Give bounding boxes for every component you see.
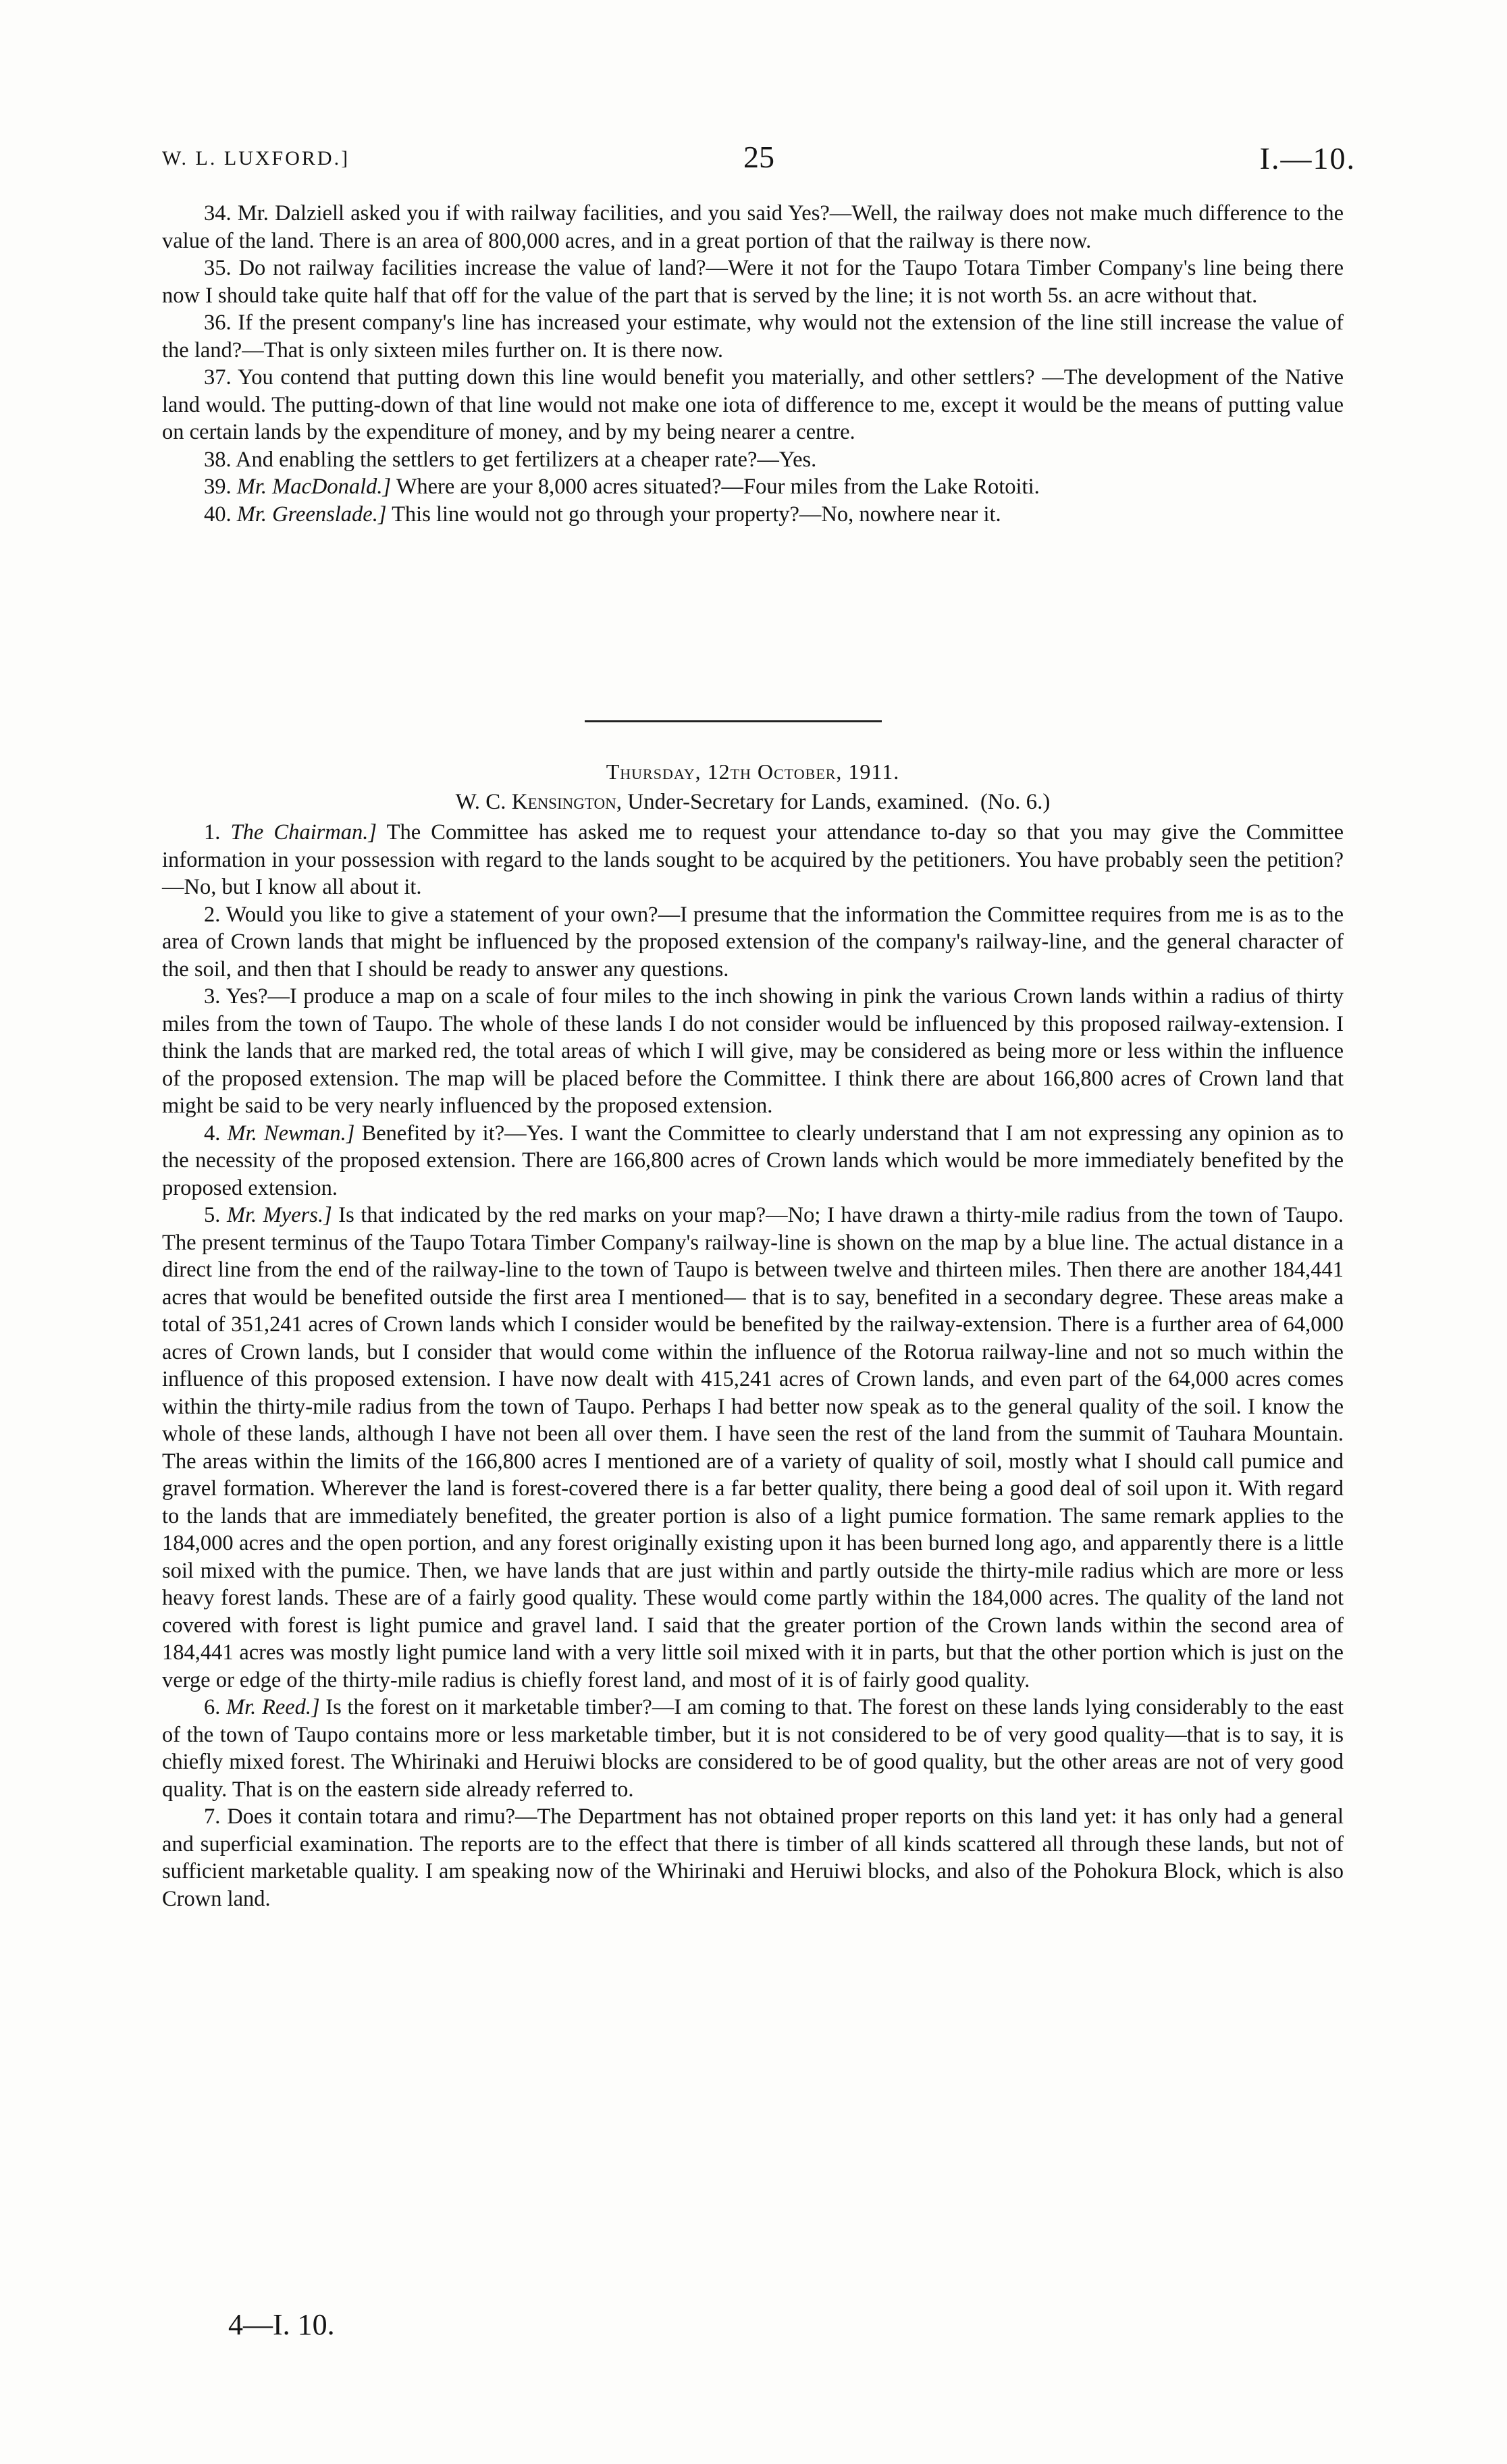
question-number: 5. bbox=[204, 1203, 221, 1227]
question-paragraph bbox=[162, 1694, 1344, 1803]
speaker-label: Mr. Myers.] bbox=[226, 1203, 332, 1227]
question-paragraph bbox=[162, 309, 1344, 364]
question-paragraph bbox=[162, 1803, 1344, 1912]
testimony-section-kensington bbox=[162, 819, 1344, 1912]
question-paragraph bbox=[162, 255, 1344, 309]
question-number: 7. bbox=[204, 1804, 221, 1829]
page-number: 25 bbox=[743, 140, 774, 174]
section-divider bbox=[585, 720, 882, 722]
question-paragraph bbox=[162, 901, 1344, 984]
question-text: The Committee has asked me to request your attendance to-day so that you may give the Committee information in your possession with regard to the lands sought to be acquired by the petitioners. You have probably seen the petition?—No, but I know all about it. bbox=[162, 820, 1344, 899]
question-number: 1. bbox=[204, 820, 221, 845]
paper-reference: I.—10. bbox=[1259, 141, 1356, 176]
question-number: 35. bbox=[204, 256, 232, 280]
witness-header: W. L. LUXFORD.] bbox=[162, 147, 350, 169]
question-number: 2. bbox=[204, 902, 221, 927]
question-number: 37. bbox=[204, 365, 232, 390]
question-paragraph bbox=[162, 200, 1344, 255]
question-text: You contend that putting down this line would benefit you materially, and other settlers? —The development of the Native land would. The putting-down of that line would not make one iota of difference to me, except it would be the means of putting value on certain lands by the expenditure of money, and by my being nearer a centre. bbox=[162, 365, 1344, 444]
question-text: Benefited by it?—Yes. I want the Committee to clearly understand that I am not expressing any opinion as to the necessity of the proposed extension. There are 166,800 acres of Crown lands which would be more immediately benefited by the proposed extension. bbox=[162, 1121, 1344, 1200]
question-paragraph bbox=[162, 819, 1344, 901]
question-text: Where are your 8,000 acres situated?—Four miles from the Lake Rotoiti. bbox=[396, 475, 1040, 499]
question-paragraph bbox=[162, 364, 1344, 446]
question-text: Do not railway facilities increase the value of land?—Were it not for the Taupo Totara Timber Company's line being there now I should take quite half that off for the value of the part that is served by the line; it is not worth 5s. an acre without that. bbox=[162, 256, 1344, 308]
question-number: 38. bbox=[204, 447, 232, 472]
question-paragraph bbox=[162, 473, 1344, 501]
question-text: Is that indicated by the red marks on your map?—No; I have drawn a thirty-mile radius from the town of Taupo. The present terminus of the Taupo Totara Timber Company's railway-line is shown on the map by a blue line. The actual distance in a direct line from the end of the railway-line to the town of Taupo is between twelve and thirteen miles. Then there are another 184,441 acres that would be benefited outside the first area I mentioned— that is to say, benefited in a secondary degree. These areas make a total of 351,241 acres of Crown lands which I consider would be benefited by the railway-extension. There is a further area of 64,000 acres of Crown lands, but I consider that would come within the influence of the Rotorua railway-line and not so much within the influence of this proposed extension. I have now dealt with 415,241 acres of Crown lands, and even part of the 64,000 acres comes within the thirty-mile radius from the town of Taupo. Perhaps I had better now speak as to the general quality of the soil. I know the whole of these lands, although I have not been all over them. I have seen the rest of the land from the summit of Tauhara Mountain. The areas within the limits of the 166,800 acres I mentioned are of a variety of quality of soil, mostly what I should call pumice and gravel formation. Wherever the land is forest-covered there is a far better quality, there being a good deal of soil upon it. With regard to the lands that are immediately benefited, the greater portion is also of a light pumice formation. The same remark applies to the 184,000 acres and the open portion, and any forest originally existing upon it has been burned long ago, and apparently there is a little soil mixed with the pumice. Then, we have lands that are just within and partly outside the thirty-mile radius which are more or less heavy forest lands. These are of a fairly good quality. These would come partly within the 184,000 acres. The quality of the land not covered with forest is light pumice and gravel land. I said that the greater portion of the Crown lands within the second area of 184,441 acres was mostly light pumice land with a very little soil mixed with it in parts, but that the other portion which is just on the verge or edge of the thirty-mile radius is chiefly forest land, and most of it is of fairly good quality. bbox=[162, 1203, 1344, 1692]
question-text: This line would not go through your property?—No, nowhere near it. bbox=[392, 502, 1001, 527]
page-header bbox=[162, 140, 1356, 184]
signature-mark: 4—I. 10. bbox=[228, 2308, 335, 2341]
question-number: 40. bbox=[204, 502, 232, 527]
question-text: If the present company's line has increased your estimate, why would not the extension of the line still increase the value of the land?—That is only sixteen miles further on. It is there now. bbox=[162, 311, 1344, 363]
question-number: 39. bbox=[204, 475, 232, 499]
question-text: Does it contain totara and rimu?—The Department has not obtained proper reports on this land yet: it has only had a general and superficial examination. The reports are to the effect that there is timber of all kinds scattered all through these lands, but not of sufficient marketable quality. I am speaking now of the Whirinaki and Heruiwi blocks, and also of the Pohokura Block, which is also Crown land. bbox=[162, 1804, 1344, 1911]
witness-number: (No. 6.) bbox=[980, 790, 1051, 814]
speaker-label: Mr. Newman.] bbox=[227, 1121, 355, 1146]
witness-heading bbox=[162, 790, 1344, 815]
speaker-label: Mr. Reed.] bbox=[226, 1695, 320, 1719]
question-number: 3. bbox=[204, 984, 221, 1009]
speaker-label: Mr. Greenslade.] bbox=[236, 502, 387, 527]
speaker-label: The Chairman.] bbox=[230, 820, 377, 845]
witness-name: W. C. Kensington bbox=[455, 790, 616, 814]
question-text: And enabling the settlers to get fertilizers at a cheaper rate?—Yes. bbox=[235, 447, 817, 472]
question-paragraph bbox=[162, 983, 1344, 1120]
question-text: Would you like to give a statement of your own?—I presume that the information the Committee requires from me is as to the area of Crown lands that might be influenced by the proposed extension of the company's railway-line, and the general character of the soil, and then that I should be ready to answer any questions. bbox=[162, 902, 1344, 982]
question-number: 6. bbox=[204, 1695, 221, 1719]
question-number: 34. bbox=[204, 201, 232, 225]
question-number: 4. bbox=[204, 1121, 221, 1146]
question-text: Mr. Dalziell asked you if with railway facilities, and you said Yes?—Well, the railway does not make much difference to the value of the land. There is an area of 800,000 acres, and in a great portion of that the railway is there now. bbox=[162, 201, 1344, 253]
question-paragraph bbox=[162, 1120, 1344, 1202]
question-paragraph bbox=[162, 501, 1344, 529]
question-paragraph bbox=[162, 1202, 1344, 1694]
question-paragraph bbox=[162, 446, 1344, 474]
testimony-section-luxford bbox=[162, 200, 1344, 528]
question-text: Yes?—I produce a map on a scale of four miles to the inch showing in pink the various Crown lands within a radius of thirty miles from the town of Taupo. The whole of these lands I do not consider would be influenced by this proposed railway-extension. I think the lands that are marked red, the total areas of which I will give, may be considered as being more or less within the influence of the proposed extension. The map will be placed before the Committee. I think there are about 166,800 acres of Crown land that might be said to be very nearly influenced by the proposed extension. bbox=[162, 984, 1344, 1118]
witness-role: , Under-Secretary for Lands, examined. bbox=[616, 790, 970, 814]
speaker-label: Mr. MacDonald.] bbox=[236, 475, 392, 499]
question-number: 36. bbox=[204, 311, 232, 335]
question-text: Is the forest on it marketable timber?—I am coming to that. The forest on these lands lying considerably to the east of the town of Taupo contains more or less marketable timber, but it is not considered to be of very good quality—that is to say, it is chiefly mixed forest. The Whirinaki and Heruiwi blocks are considered to be of good quality, but the other areas are not of very good quality. That is on the eastern side already referred to. bbox=[162, 1695, 1344, 1802]
session-date: Thursday, 12th October, 1911. bbox=[606, 759, 900, 784]
